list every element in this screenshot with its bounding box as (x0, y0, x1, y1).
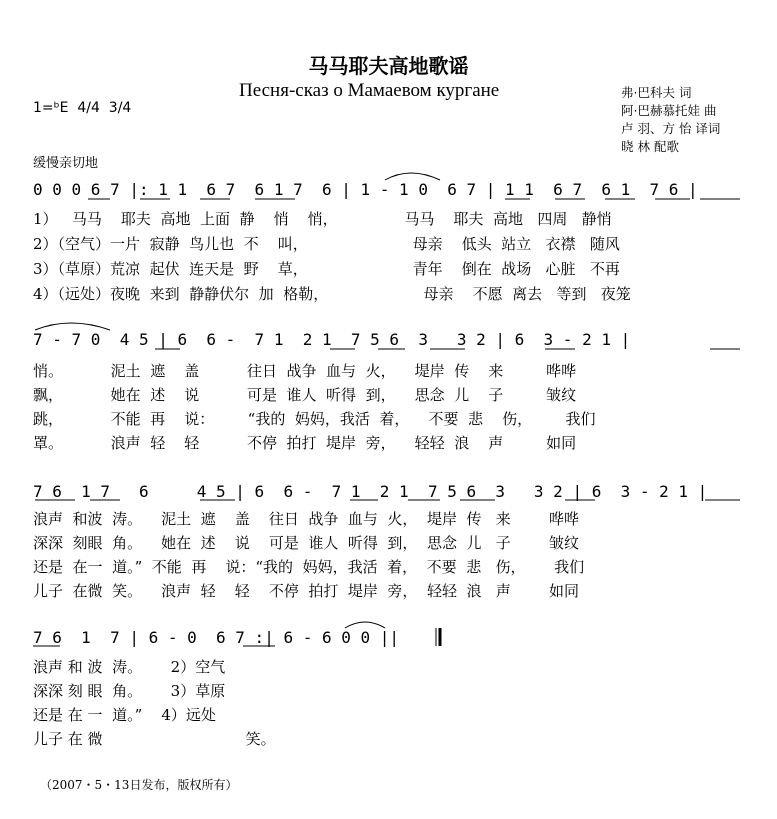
song-subtitle: Песня-сказ о Мамаевом кургане (239, 80, 500, 101)
notation-line-1: 0 0 0 6 7 |: 1 1 6 7 6 1 7 6 | 1 - 1 0 6 7 | 1 1 6 7 6 1 7 6 | (33, 180, 698, 199)
notation-line-3: 7 6 1 7 6 4 5 | 6 6 - 7 1 2 1 7 5 6 3 3 2 | 6 3 - 2 1 | (33, 482, 708, 501)
tie-mark-system-2 (35, 323, 110, 330)
tie-mark-system-1 (385, 173, 440, 180)
credit-translator: 卢 羽、方 怡 译词 (621, 121, 721, 136)
key-signature: 1=ᵇE 4/4 3/4 (33, 100, 132, 116)
lyric-line-1-verse-3: 3）（草原）荒凉 起伏 连天是 野 草， 青年 倒在 战场 心脏 不再 (33, 260, 620, 278)
notation-line-4: 7 6 1 7 | 6 - 0 6 7 :| 6 - 6 0 0 || (33, 628, 400, 647)
credit-composer: 阿·巴赫慕托娃 曲 (621, 103, 717, 118)
lyric-line-3-verse-1: 浪声 和波 涛。 泥土 遮 盖 往日 战争 血与 火， 堤岸 传 来 哗哗 (33, 510, 579, 528)
lyric-line-2-verse-4: 罩。 浪声 轻 轻 不停 拍打 堤岸 旁， 轻轻 浪 声 如同 (33, 434, 577, 452)
lyric-line-3-verse-2: 深深 刻眼 角。 她在 述 说 可是 谁人 听得 到， 思念 儿 子 皱纹 (33, 534, 579, 552)
credit-lyricist: 弗·巴科夫 词 (621, 85, 692, 100)
notation-line-2: 7 - 7 0 4 5 | 6 6 - 7 1 2 1 7 5 6 3 3 2 | 6 3 - 2 1 | (33, 330, 631, 349)
lyric-line-3-verse-3: 还是 在一 道。” 不能 再 说：“我的 妈妈，我活 着， 不要 悲 伤， 我们 (33, 558, 585, 576)
footer-note: （2007・5・13日发布，版权所有） (40, 778, 238, 792)
credit-arranger: 晓 林 配歌 (621, 139, 679, 154)
lyric-line-3-verse-4: 儿子 在微 笑。 浪声 轻 轻 不停 拍打 堤岸 旁， 轻轻 浪 声 如同 (33, 582, 579, 600)
lyric-line-4-verse-1: 浪声 和 波 涛。 2）空气 (33, 658, 226, 676)
lyric-line-4-verse-2: 深深 刻 眼 角。 3）草原 (33, 682, 226, 700)
lyric-line-2-verse-3: 跳， 不能 再 说： “我的 妈妈，我活 着， 不要 悲 伤， 我们 (33, 410, 596, 428)
lyric-line-1-verse-4: 4）（远处）夜晚 来到 静静伏尔 加 格勒， 母亲 不愿 离去 等到 夜笼 (33, 285, 631, 303)
lyric-line-4-verse-3: 还是 在 一 道。” 4）远处 (33, 706, 216, 724)
lyric-line-1-verse-2: 2）（空气）一片 寂静 鸟儿也 不 叫， 母亲 低头 站立 衣襟 随风 (33, 235, 620, 253)
tie-mark-system-4 (345, 622, 385, 628)
song-title: 马马耶夫高地歌谣 (308, 54, 469, 78)
lyric-line-1-verse-1: 1） 马马 耶夫 高地 上面 静 悄 悄， 马马 耶夫 高地 四周 静悄 (33, 210, 612, 228)
lyric-line-2-verse-2: 飘， 她在 述 说 可是 谁人 听得 到， 思念 儿 子 皱纹 (33, 386, 577, 404)
lyric-line-2-verse-1: 悄。 泥土 遮 盖 往日 战争 血与 火， 堤岸 传 来 哗哗 (33, 362, 577, 380)
lyric-line-4-verse-4: 儿子 在 微 笑。 (33, 730, 276, 748)
tempo-marking: 缓慢亲切地 (33, 156, 99, 171)
